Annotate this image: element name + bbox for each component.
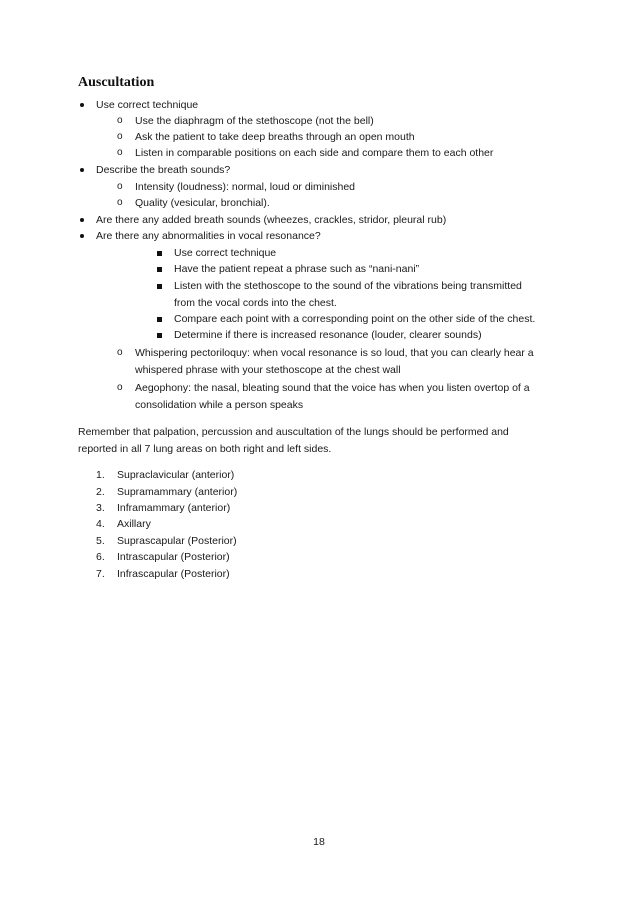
list-number: 1. (96, 469, 105, 481)
list-number: 7. (96, 568, 105, 580)
paragraph-line: Remember that palpation, percussion and auscultation of the lungs should be performed and (78, 426, 509, 438)
list-item-continuation: from the vocal cords into the chest. (174, 297, 337, 309)
bullet-dot-icon (80, 168, 84, 172)
numbered-list-item: Axillary (117, 518, 151, 530)
list-number: 3. (96, 502, 105, 514)
list-item: Are there any added breath sounds (wheezes, crackles, stridor, pleural rub) (96, 214, 447, 226)
numbered-list-item: Suprascapular (Posterior) (117, 535, 237, 547)
list-number: 2. (96, 486, 105, 498)
square-bullet-icon (157, 251, 162, 256)
list-item: Intensity (loudness): normal, loud or diminished (135, 181, 356, 193)
list-item: Listen with the stethoscope to the sound of the vibrations being transmitted (174, 280, 522, 292)
list-item: Listen in comparable positions on each side and compare them to each other (135, 147, 494, 159)
list-item: Are there any abnormalities in vocal resonance? (96, 230, 321, 242)
list-item: Determine if there is increased resonance (louder, clearer sounds) (174, 329, 482, 341)
square-bullet-icon (157, 284, 162, 289)
list-item: Quality (vesicular, bronchial). (135, 197, 270, 209)
circle-bullet-icon: o (117, 197, 123, 208)
circle-bullet-icon: o (117, 115, 123, 126)
list-item: Have the patient repeat a phrase such as “nani-nani” (174, 263, 420, 275)
list-item: Use correct technique (96, 99, 199, 111)
list-item-continuation: whispered phrase with your stethoscope at the chest wall (135, 364, 401, 376)
list-item: Use correct technique (174, 247, 277, 259)
section-heading: Auscultation (78, 75, 155, 90)
list-number: 4. (96, 518, 105, 530)
list-item: Ask the patient to take deep breaths through an open mouth (135, 131, 415, 143)
list-item: Aegophony: the nasal, bleating sound that the voice has when you listen overtop of a (135, 382, 530, 394)
list-item: Describe the breath sounds? (96, 164, 231, 176)
square-bullet-icon (157, 333, 162, 338)
bullet-dot-icon (80, 218, 84, 222)
list-item: Use the diaphragm of the stethoscope (not the bell) (135, 115, 374, 127)
circle-bullet-icon: o (117, 382, 123, 393)
list-item: Whispering pectoriloquy: when vocal resonance is so loud, that you can clearly hear a (135, 347, 534, 359)
circle-bullet-icon: o (117, 131, 123, 142)
list-item-continuation: consolidation while a person speaks (135, 399, 304, 411)
paragraph-line: reported in all 7 lung areas on both right and left sides. (78, 443, 332, 455)
circle-bullet-icon: o (117, 347, 123, 358)
bullet-dot-icon (80, 103, 84, 107)
numbered-list-item: Intrascapular (Posterior) (117, 551, 230, 563)
square-bullet-icon (157, 317, 162, 322)
list-item: Compare each point with a corresponding point on the other side of the chest. (174, 313, 536, 325)
page-number: 18 (313, 836, 325, 848)
list-number: 6. (96, 551, 105, 563)
numbered-list-item: Infrascapular (Posterior) (117, 568, 230, 580)
square-bullet-icon (157, 267, 162, 272)
circle-bullet-icon: o (117, 147, 123, 158)
numbered-list-item: Supramammary (anterior) (117, 486, 238, 498)
list-number: 5. (96, 535, 105, 547)
numbered-list-item: Inframammary (anterior) (117, 502, 231, 514)
circle-bullet-icon: o (117, 181, 123, 192)
bullet-dot-icon (80, 234, 84, 238)
numbered-list-item: Supraclavicular (anterior) (117, 469, 235, 481)
